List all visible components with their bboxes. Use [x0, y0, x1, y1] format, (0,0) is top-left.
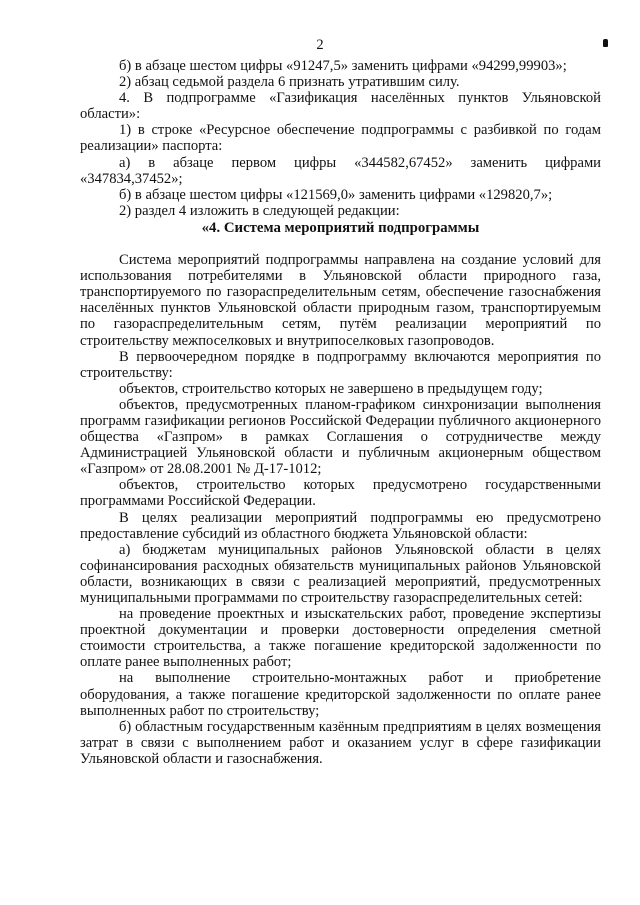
paragraph: объектов, строительство которых не завершено в предыдущем году;: [119, 380, 543, 397]
paragraph: б) областным государственным казённым предприятиям в целях возмещения затрат в связи с выполнением работ и оказанием услуг в сфере газификации Ульяновской области и газоснабжения.: [80, 718, 601, 767]
paragraph: на проведение проектных и изыскательских работ, проведение экспертизы проектной документации и проверки достоверности определения сметной стоимости строительства, а также погашение кредиторской задолженности по оплате ранее выполненных работ;: [80, 606, 601, 671]
page-number: 2: [316, 37, 324, 53]
paragraph: на выполнение строительно-монтажных работ и приобретение оборудования, а также погашение кредиторской задолженности по оплате ранее выполненных работ по строительству;: [80, 670, 601, 719]
paragraph: В целях реализации мероприятий подпрограммы ею предусмотрено предоставление субсидий из областного бюджета Ульяновской области:: [80, 509, 601, 542]
corner-mark: [603, 39, 608, 47]
paragraph: б) в абзаце шестом цифры «121569,0» заменить цифрами «129820,7»;: [119, 186, 553, 203]
paragraph: 1) в строке «Ресурсное обеспечение подпрограммы с разбивкой по годам реализации» паспорта:: [80, 122, 601, 155]
document-body: [80, 58, 601, 767]
paragraph: 4. В подпрограмме «Газификация населённых пунктов Ульяновской области»:: [80, 90, 601, 123]
paragraph: а) бюджетам муниципальных районов Ульяновской области в целях софинансирования расходных обязательств муниципальных районов Ульяновской области, возникающих в связи с реализацией мероприятий, предусмотренных муниципальными программами по строительству газораспределительных сетей:: [80, 541, 601, 606]
paragraph: 2) абзац седьмой раздела 6 признать утратившим силу.: [119, 74, 460, 91]
paragraph: объектов, строительство которых предусмотрено государственными программами Российской Федерации.: [80, 477, 601, 510]
paragraph: объектов, предусмотренных планом-графиком синхронизации выполнения программ газификации регионов Российской Федерации публичного акционерного общества «Газпром» в рамках Соглашения о сотрудничестве между Администрацией Ульяновской области и публичным акционерным обществом «Газпром» от 28.08.2001 № Д-17-1012;: [80, 396, 601, 478]
paragraph: 2) раздел 4 изложить в следующей редакции:: [119, 202, 400, 219]
paragraph: Система мероприятий подпрограммы направлена на создание условий для использования потребителями в Ульяновской области природного газа, транспортируемого по газораспределительным сетям, обеспечение газоснабжения населённых пунктов Ульяновской области природным газом, транспортируемым по газораспределительным сетям, путём реализации мероприятий по строительству межпоселковых и внутрипоселковых газопроводов.: [80, 252, 601, 349]
paragraph: В первоочередном порядке в подпрограмму включаются мероприятия по строительству:: [80, 348, 601, 381]
paragraph: а) в абзаце первом цифры «344582,67452» заменить цифрами «347834,37452»;: [80, 154, 601, 187]
section-heading: «4. Система мероприятий подпрограммы: [201, 219, 480, 236]
paragraph: б) в абзаце шестом цифры «91247,5» заменить цифрами «94299,99903»;: [119, 58, 567, 74]
